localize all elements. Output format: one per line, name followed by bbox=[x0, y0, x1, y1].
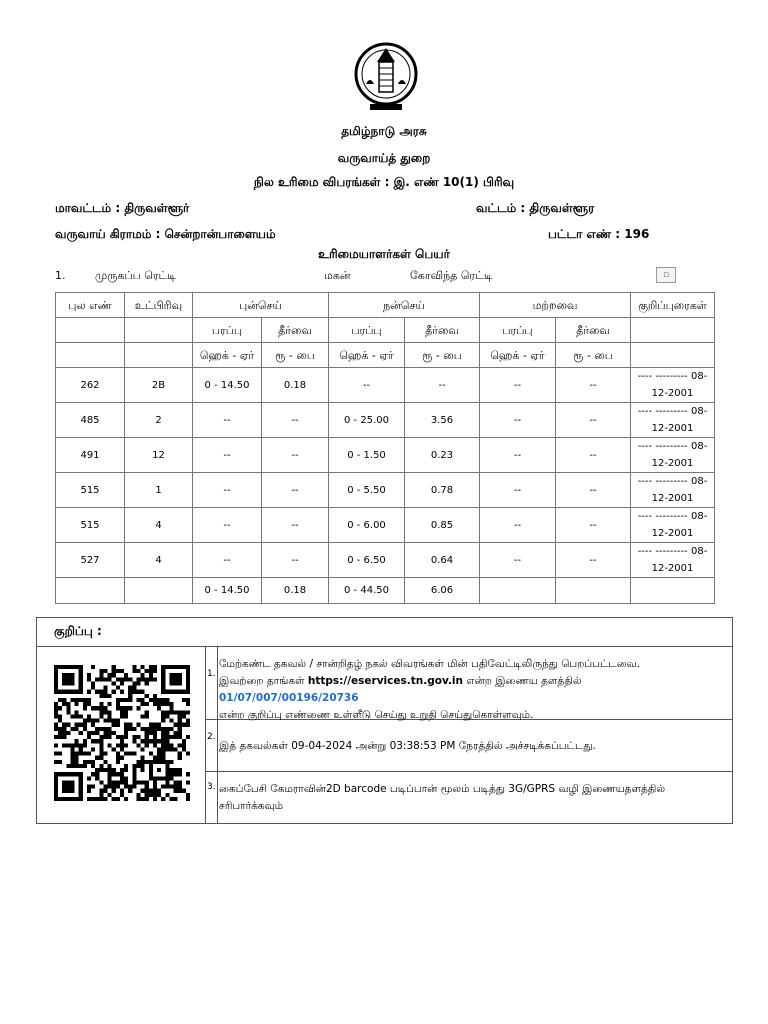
cell-others-tax: -- bbox=[556, 403, 631, 438]
unit-tax: ரூ - பை bbox=[556, 343, 631, 368]
cell-punsei-area: -- bbox=[193, 403, 262, 438]
cell-punsei-area: 0 - 14.50 bbox=[193, 368, 262, 403]
cell-remark: ---- --------- 08-12-2001 bbox=[631, 473, 715, 508]
cell-others-area: -- bbox=[480, 508, 556, 543]
unit-area: ஹெக் - ஏர் bbox=[480, 343, 556, 368]
cell-nansei-tax: 0.78 bbox=[405, 473, 480, 508]
cell-punsei-tax: -- bbox=[262, 438, 329, 473]
cell-remark: ---- --------- 08-12-2001 bbox=[631, 508, 715, 543]
cell-subdiv: 4 bbox=[125, 543, 193, 578]
cell-nansei-area: 0 - 6.50 bbox=[329, 543, 405, 578]
cell-remark: ---- --------- 08-12-2001 bbox=[631, 543, 715, 578]
unit-area: ஹெக் - ஏர் bbox=[193, 343, 262, 368]
header-survey-no: புல எண் bbox=[56, 293, 125, 318]
cell-punsei-area: -- bbox=[193, 438, 262, 473]
header-remarks: குறிப்புரைகள் bbox=[631, 293, 715, 318]
cell-punsei-area: -- bbox=[193, 543, 262, 578]
header-nansei: நன்செய் bbox=[329, 293, 480, 318]
reference-number: 01/07/007/00196/20736 bbox=[219, 692, 359, 704]
cell-nansei-area: 0 - 25.00 bbox=[329, 403, 405, 438]
cell-others-tax: -- bbox=[556, 438, 631, 473]
subheader-tax: தீர்வை bbox=[405, 318, 480, 343]
unit-tax: ரூ - பை bbox=[262, 343, 329, 368]
header-punsei: புன்செய் bbox=[193, 293, 329, 318]
cell-remark: ---- --------- 08-12-2001 bbox=[631, 403, 715, 438]
table-row bbox=[56, 543, 715, 578]
header-others: மற்றவை bbox=[480, 293, 631, 318]
cell-survey: 527 bbox=[56, 543, 125, 578]
cell-others-area: -- bbox=[480, 403, 556, 438]
cell-survey: 485 bbox=[56, 403, 125, 438]
cell-survey: 491 bbox=[56, 438, 125, 473]
cell-nansei-tax: -- bbox=[405, 368, 480, 403]
cell-others-tax: -- bbox=[556, 368, 631, 403]
table-row bbox=[56, 508, 715, 543]
cell-punsei-tax: -- bbox=[262, 473, 329, 508]
cell-others-area: -- bbox=[480, 438, 556, 473]
cell-others-tax: -- bbox=[556, 508, 631, 543]
note-text: இத் தகவல்கள் 09-04-2024 அன்று 03:38:53 PM நேரத்தில் அச்சடிக்கப்பட்டது. bbox=[219, 740, 596, 752]
cell-others-area: -- bbox=[480, 473, 556, 508]
cell-nansei-area: 0 - 6.00 bbox=[329, 508, 405, 543]
cell-survey: 262 bbox=[56, 368, 125, 403]
note-item bbox=[205, 720, 732, 772]
table-row bbox=[56, 403, 715, 438]
cell-subdiv: 1 bbox=[125, 473, 193, 508]
cell-nansei-tax: 0.85 bbox=[405, 508, 480, 543]
cell-nansei-tax: 3.56 bbox=[405, 403, 480, 438]
department-name: வருவாய்த் துறை bbox=[337, 151, 431, 165]
cell-subdiv: 2 bbox=[125, 403, 193, 438]
subheader-tax: தீர்வை bbox=[262, 318, 329, 343]
note-number: 1. bbox=[207, 669, 216, 679]
cell-nansei-tax: 0.64 bbox=[405, 543, 480, 578]
cell-punsei-tax: -- bbox=[262, 508, 329, 543]
cell-nansei-area: -- bbox=[329, 368, 405, 403]
table-row bbox=[56, 368, 715, 403]
subheader-tax: தீர்வை bbox=[556, 318, 631, 343]
subheader-area: பரப்பு bbox=[193, 318, 262, 343]
cell-nansei-area: 0 - 5.50 bbox=[329, 473, 405, 508]
qr-code[interactable] bbox=[54, 663, 190, 803]
table-row bbox=[56, 438, 715, 473]
cell-others-tax: -- bbox=[556, 473, 631, 508]
notes-box bbox=[36, 617, 733, 824]
cell-remark: ---- --------- 08-12-2001 bbox=[631, 368, 715, 403]
cell-punsei-tax: -- bbox=[262, 403, 329, 438]
tamil-nadu-emblem bbox=[350, 40, 422, 118]
note-number: 2. bbox=[207, 732, 216, 742]
cell-punsei-area: -- bbox=[193, 508, 262, 543]
header-subdivision: உட்பிரிவு bbox=[125, 293, 193, 318]
total-punsei-tax: 0.18 bbox=[262, 578, 329, 604]
cell-subdiv: 12 bbox=[125, 438, 193, 473]
broken-image-icon: ▫ bbox=[656, 267, 676, 283]
note-item bbox=[205, 647, 732, 720]
cell-subdiv: 2B bbox=[125, 368, 193, 403]
cell-survey: 515 bbox=[56, 508, 125, 543]
cell-remark: ---- --------- 08-12-2001 bbox=[631, 438, 715, 473]
cell-others-area: -- bbox=[480, 543, 556, 578]
cell-others-area: -- bbox=[480, 368, 556, 403]
cell-nansei-tax: 0.23 bbox=[405, 438, 480, 473]
total-nansei-area: 0 - 44.50 bbox=[329, 578, 405, 604]
note-text: கைப்பேசி கேமராவின்2D barcode படிப்பான் மூலம் படித்து 3G/GPRS வழி இணையதளத்தில் சரிபார்க்கவும் bbox=[219, 783, 666, 812]
revenue-village: வருவாய் கிராமம் : சென்றான்பாளையம் bbox=[55, 227, 276, 241]
owners-heading: உரிமையாளர்கள் பெயர் bbox=[318, 247, 450, 261]
cell-punsei-tax: -- bbox=[262, 543, 329, 578]
cell-others-tax: -- bbox=[556, 543, 631, 578]
cell-punsei-tax: 0.18 bbox=[262, 368, 329, 403]
taluk: வட்டம் : திருவள்ளூர bbox=[476, 201, 595, 215]
total-punsei-area: 0 - 14.50 bbox=[193, 578, 262, 604]
note-item bbox=[205, 772, 732, 824]
district: மாவட்டம் : திருவள்ளூர் bbox=[55, 201, 190, 215]
unit-tax: ரூ - பை bbox=[405, 343, 480, 368]
note-text: மேற்கண்ட தகவல் / சான்றிதழ் நகல் விவரங்கள் மின் பதிவேட்டிலிருந்து பெறப்பட்டவை. இவற்றை தாங்கள் https://eservices.tn.gov.in என்ற இணைய தளத்தில் 01/07/007/00196/20736 என்ற குறிப்பு எண்ணை உள்ளீடு செய்து உறுதி செய்துகொள்ளவும். bbox=[219, 658, 641, 721]
document-title: நில உரிமை விபரங்கள் : இ. எண் 10(1) பிரிவு bbox=[253, 175, 515, 189]
patta-number: பட்டா எண் : 196 bbox=[548, 227, 650, 241]
notes-heading: குறிப்பு : bbox=[54, 624, 102, 638]
owner-number: 1. bbox=[55, 269, 66, 282]
total-nansei-tax: 6.06 bbox=[405, 578, 480, 604]
totals-row bbox=[56, 578, 715, 604]
eservices-link[interactable]: https://eservices.tn.gov.in bbox=[307, 675, 464, 687]
cell-nansei-area: 0 - 1.50 bbox=[329, 438, 405, 473]
unit-area: ஹெக் - ஏர் bbox=[329, 343, 405, 368]
cell-punsei-area: -- bbox=[193, 473, 262, 508]
owner-relation: மகன் bbox=[324, 269, 351, 282]
note-number: 3. bbox=[207, 782, 216, 792]
land-details-table bbox=[55, 292, 715, 604]
table-row bbox=[56, 473, 715, 508]
subheader-area: பரப்பு bbox=[480, 318, 556, 343]
owner-father-name: கோவிந்த ரெட்டி bbox=[410, 269, 493, 282]
owner-name: முருகப்ப ரெட்டி bbox=[95, 269, 177, 282]
govt-name: தமிழ்நாடு அரசு bbox=[341, 124, 427, 138]
subheader-area: பரப்பு bbox=[329, 318, 405, 343]
cell-survey: 515 bbox=[56, 473, 125, 508]
notes-header bbox=[37, 618, 732, 647]
cell-subdiv: 4 bbox=[125, 508, 193, 543]
